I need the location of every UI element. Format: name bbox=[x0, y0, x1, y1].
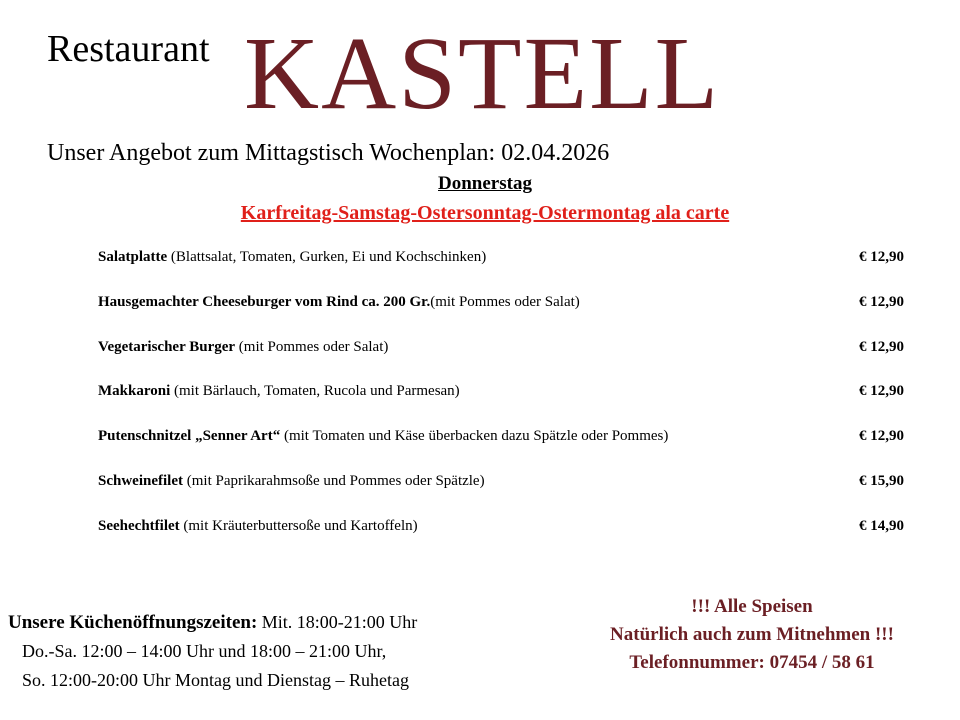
dish-description: (Blattsalat, Tomaten, Gurken, Ei und Kochschinken) bbox=[167, 249, 487, 265]
dish-name: Seehechtfilet bbox=[98, 518, 180, 534]
takeaway-line: Natürlich auch zum Mitnehmen !!! bbox=[610, 624, 894, 645]
dish-name: Putenschnitzel „Senner Art“ bbox=[98, 428, 281, 444]
phone-number: Telefonnummer: 07454 / 58 61 bbox=[629, 652, 875, 673]
brand-name: KASTELL bbox=[244, 16, 721, 131]
menu-item-text bbox=[98, 291, 580, 313]
menu-item bbox=[98, 470, 904, 492]
takeaway-notice bbox=[560, 593, 944, 677]
dish-price: € 15,90 bbox=[859, 473, 904, 489]
opening-hours-line bbox=[8, 608, 417, 637]
menu-item bbox=[98, 336, 904, 358]
menu-item-text bbox=[98, 336, 388, 358]
dish-name: Makkaroni bbox=[98, 383, 171, 399]
dish-price: € 12,90 bbox=[859, 249, 904, 265]
dish-name: Vegetarischer Burger bbox=[98, 339, 236, 355]
opening-hours-wednesday: Mit. 18:00-21:00 Uhr bbox=[257, 612, 418, 632]
day-heading: Donnerstag bbox=[438, 173, 532, 194]
menu-item-text bbox=[98, 470, 485, 492]
opening-hours-line: So. 12:00-20:00 Uhr Montag und Dienstag – Ruhetag bbox=[22, 670, 409, 690]
takeaway-line: !!! Alle Speisen bbox=[691, 596, 813, 617]
menu-item-text bbox=[98, 515, 418, 537]
dish-price: € 12,90 bbox=[859, 339, 904, 355]
opening-hours-line: Do.-Sa. 12:00 – 14:00 Uhr und 18:00 – 21:00 Uhr, bbox=[22, 641, 387, 661]
dish-name: Salatplatte bbox=[98, 249, 168, 265]
restaurant-word: Restaurant bbox=[47, 28, 210, 70]
opening-hours bbox=[8, 608, 417, 695]
dish-description: (mit Kräuterbuttersoße und Kartoffeln) bbox=[179, 518, 418, 534]
menu-item bbox=[98, 380, 904, 402]
dish-price: € 12,90 bbox=[859, 294, 904, 310]
dish-name: Hausgemachter Cheeseburger vom Rind ca. 200 Gr. bbox=[98, 294, 431, 310]
dish-description: (mit Paprikarahmsoße und Pommes oder Spätzle) bbox=[182, 473, 485, 489]
menu-subtitle: Unser Angebot zum Mittagstisch Wochenplan: 02.04.2026 bbox=[47, 140, 610, 166]
opening-hours-label: Unsere Küchenöffnungszeiten: bbox=[8, 612, 258, 633]
dish-description: (mit Bärlauch, Tomaten, Rucola und Parmesan) bbox=[170, 383, 460, 399]
menu-item bbox=[98, 291, 904, 313]
dish-name: Schweinefilet bbox=[98, 473, 183, 489]
dish-description: (mit Pommes oder Salat) bbox=[235, 339, 389, 355]
menu-item bbox=[98, 515, 904, 537]
dish-description: (mit Tomaten und Käse überbacken dazu Spätzle oder Pommes) bbox=[280, 428, 669, 444]
menu-item-text bbox=[98, 380, 460, 402]
dish-price: € 12,90 bbox=[859, 383, 904, 399]
menu-item-text bbox=[98, 246, 486, 268]
menu-item bbox=[98, 425, 904, 447]
dish-price: € 12,90 bbox=[859, 428, 904, 444]
holiday-note: Karfreitag-Samstag-Ostersonntag-Ostermontag ala carte bbox=[240, 202, 730, 224]
menu-item-text bbox=[98, 425, 668, 447]
dish-description: (mit Pommes oder Salat) bbox=[430, 294, 580, 310]
dish-price: € 14,90 bbox=[859, 518, 904, 534]
menu-item bbox=[98, 246, 904, 268]
